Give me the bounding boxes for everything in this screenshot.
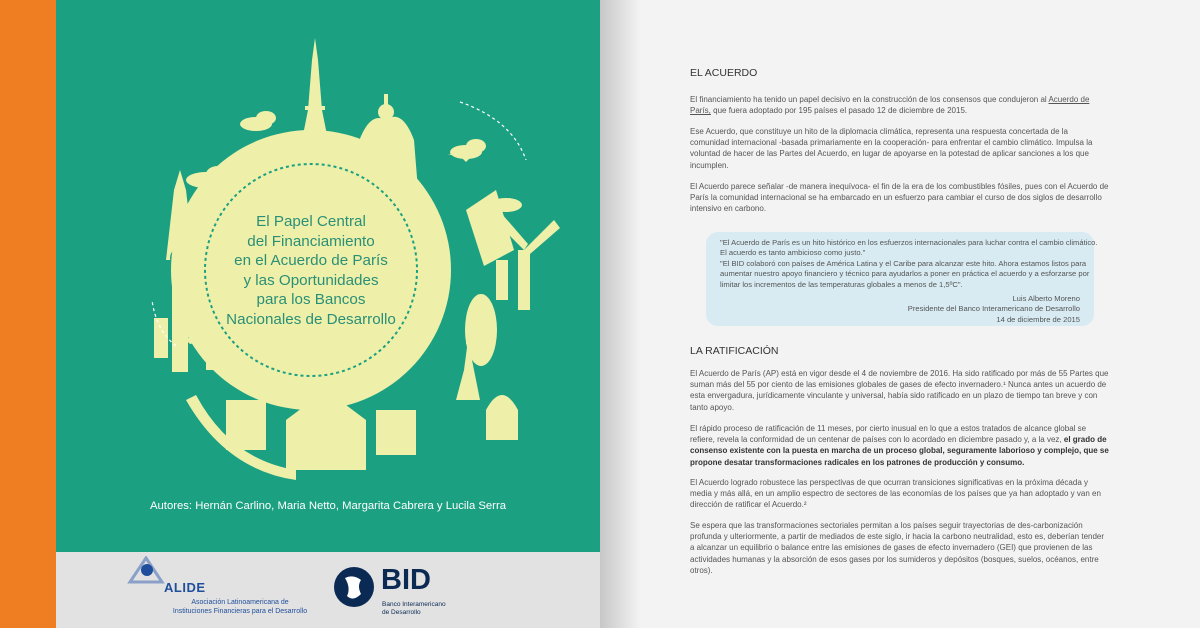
paragraph-line: profunda y ulteriormente, a partir de mediados de este siglo, ir hacia la carbono neutralidad, esto es, deberían tender bbox=[690, 532, 1105, 542]
quote-line: limitar los incrementos de las temperaturas globales a menos de 1,5ºC". bbox=[720, 279, 963, 289]
paragraph-line: El Acuerdo parece señalar -de manera inequívoca- el fin de la era de los combustibles fósiles, pues con el Acuerdo de bbox=[690, 182, 1109, 191]
paragraph-line: El rápido proceso de ratificación de 11 meses, por cierto inusual en lo que a estos tratados de alcance global se bbox=[690, 424, 1087, 433]
cover-title-line: El Papel Central bbox=[256, 213, 366, 230]
paragraph-line: media y más allá, en un amplio espectro de sectores de las economías de los países que ya han adoptado y van en bbox=[690, 489, 1101, 499]
paragraph-text: refiere, revela la conformidad de un centenar de países con lo acordado en diciembre pasado y, a la vez, bbox=[690, 435, 1062, 445]
paragraph-line: dirección de ratificar el Acuerdo.² bbox=[690, 500, 807, 510]
alide-logo-subtitle: Instituciones Financieras para el Desarrollo bbox=[172, 608, 308, 615]
bid-logo-subtitle: de Desarrollo bbox=[382, 609, 421, 616]
book-cover bbox=[56, 0, 600, 628]
bid-logo-icon bbox=[331, 564, 377, 610]
paragraph-bold-line: consenso existente con la puesta en marcha de un proceso global, seguramente laborioso y complejo, que se bbox=[690, 446, 1109, 456]
paragraph bbox=[690, 477, 1115, 511]
paragraph-line: suman más del 55 por ciento de las emisiones globales de gases de efecto invernadero.¹ Nunca antes un acuerdo de bbox=[690, 380, 1107, 390]
section-heading-acuerdo: EL ACUERDO bbox=[690, 67, 758, 79]
cover-logo-band bbox=[56, 552, 600, 628]
cover-title-line: y las Oportunidades bbox=[243, 271, 379, 289]
paragraph-text: que fuera adoptado por 195 países el pasado 12 de diciembre de 2015. bbox=[713, 106, 968, 116]
acuerdo-link[interactable]: París, bbox=[690, 106, 711, 116]
alide-logo-name: ALIDE bbox=[164, 580, 206, 595]
paragraph-line: esta envergadura, jurídicamente vinculante y universal, había sido ratificado en un plazo de tiempo tan breve y con bbox=[690, 391, 1098, 401]
quote-author-title: Presidente del Banco Interamericano de Desarrollo bbox=[907, 304, 1080, 314]
paragraph bbox=[690, 423, 1115, 468]
paragraph-line: París la comunidad internacional se ha embarcado en un esfuerzo para cambiar el curso de dos siglos de desarrollo bbox=[690, 193, 1102, 203]
paragraph-line: tanto apoyo. bbox=[690, 402, 735, 412]
cover-title-line: del Financiamiento bbox=[247, 232, 375, 250]
orange-background-strip bbox=[0, 0, 56, 628]
cover-title bbox=[206, 212, 416, 330]
quote-line: aumentar nuestro apoyo financiero y técnico para ayudarlos a poner en práctica el acuerdo y a esforzarse por bbox=[720, 269, 1090, 279]
paragraph bbox=[690, 181, 1115, 215]
paragraph-text: El financiamiento ha tenido un papel decisivo en la construcción de los consensos que condujeron al bbox=[690, 95, 1047, 104]
paragraph-line: a alcanzar un equilibrio o balance entre las emisiones de gases de efecto invernadero (GEI) que provienen de las bbox=[690, 543, 1093, 553]
bid-logo-subtitle: Banco Interamericano bbox=[382, 601, 446, 608]
paragraph-line: otros). bbox=[690, 565, 713, 575]
paragraph-line: actividades humanas y la absorción de esos gases por los sumideros y depósitos (bosques, suelos, océanos, entre bbox=[690, 554, 1099, 564]
paragraph bbox=[690, 368, 1115, 413]
paragraph bbox=[690, 520, 1115, 576]
cover-title-line: Nacionales de Desarrollo bbox=[226, 310, 396, 328]
bid-logo-name: BID bbox=[381, 564, 431, 596]
section-heading-ratificacion: LA RATIFICACIÓN bbox=[690, 345, 779, 357]
alide-logo-subtitle: Asociación Latinoamericana de bbox=[191, 599, 289, 606]
quote-text bbox=[720, 238, 1098, 290]
cover-authors: Autores: Hernán Carlino, Maria Netto, Margarita Cabrera y Lucila Serra bbox=[149, 500, 506, 512]
paragraph-line: El Acuerdo logrado robustece las perspectivas de que ocurran transiciones significativas en la próxima década y bbox=[690, 478, 1088, 487]
paragraph-line: El Acuerdo de París (AP) está en vigor desde el 4 de noviembre de 2016. Ha sido ratificado por más de 55 Partes que bbox=[690, 369, 1109, 378]
quote-line: "El BID colaboró con países de América Latina y el Caribe para alcanzar este hito. Ahora estamos listos para bbox=[720, 258, 1087, 268]
paragraph-line: voluntad de hacer de las Partes del Acuerdo, en lugar de apoyarse en la potestad de aplicar sanciones a los que bbox=[690, 149, 1089, 159]
paragraph-line: incumplen. bbox=[690, 160, 729, 170]
paragraph bbox=[690, 126, 1115, 171]
paragraph-line bbox=[690, 434, 1115, 445]
quote-signature bbox=[908, 294, 1080, 325]
cover-title-line: para los Bancos bbox=[256, 291, 366, 309]
paragraph-line: Ese Acuerdo, que constituye un hito de la diplomacia climática, representa una respuesta concertada de la bbox=[690, 127, 1069, 136]
paragraph bbox=[690, 94, 1115, 116]
quote-date: 14 de diciembre de 2015 bbox=[996, 314, 1080, 324]
acuerdo-link[interactable]: Acuerdo de bbox=[1048, 95, 1090, 104]
quote-line: "El Acuerdo de París es un hito histórico en los esfuerzos internacionales para luchar contra el cambio climático. bbox=[720, 238, 1098, 247]
quote-author: Luis Alberto Moreno bbox=[1012, 294, 1080, 303]
alide-logo-icon bbox=[126, 556, 166, 586]
cover-title-line: en el Acuerdo de París bbox=[234, 252, 388, 270]
paragraph-bold-line: propone desatar transformaciones radicales en los patrones de producción y consumo. bbox=[690, 457, 1025, 467]
cover-green-panel bbox=[56, 0, 600, 552]
paragraph-line: intensivo en carbono. bbox=[690, 204, 767, 214]
quote-line: El acuerdo es tanto ambicioso como justo." bbox=[720, 248, 866, 258]
paragraph-line bbox=[690, 105, 1115, 116]
paragraph-line bbox=[690, 94, 1115, 105]
paragraph-bold-text: el grado de bbox=[1063, 435, 1107, 445]
paragraph-line: Se espera que las transformaciones sectoriales permitan a los países seguir trayectorias de des-carbonización bbox=[690, 521, 1083, 530]
book-spine-shadow bbox=[600, 0, 640, 628]
quote-box bbox=[706, 232, 1098, 326]
paragraph-line: comunidad internacional -basada primariamente en la cooperación- para enfrentar el cambio climático. Impulsa la bbox=[690, 138, 1093, 148]
